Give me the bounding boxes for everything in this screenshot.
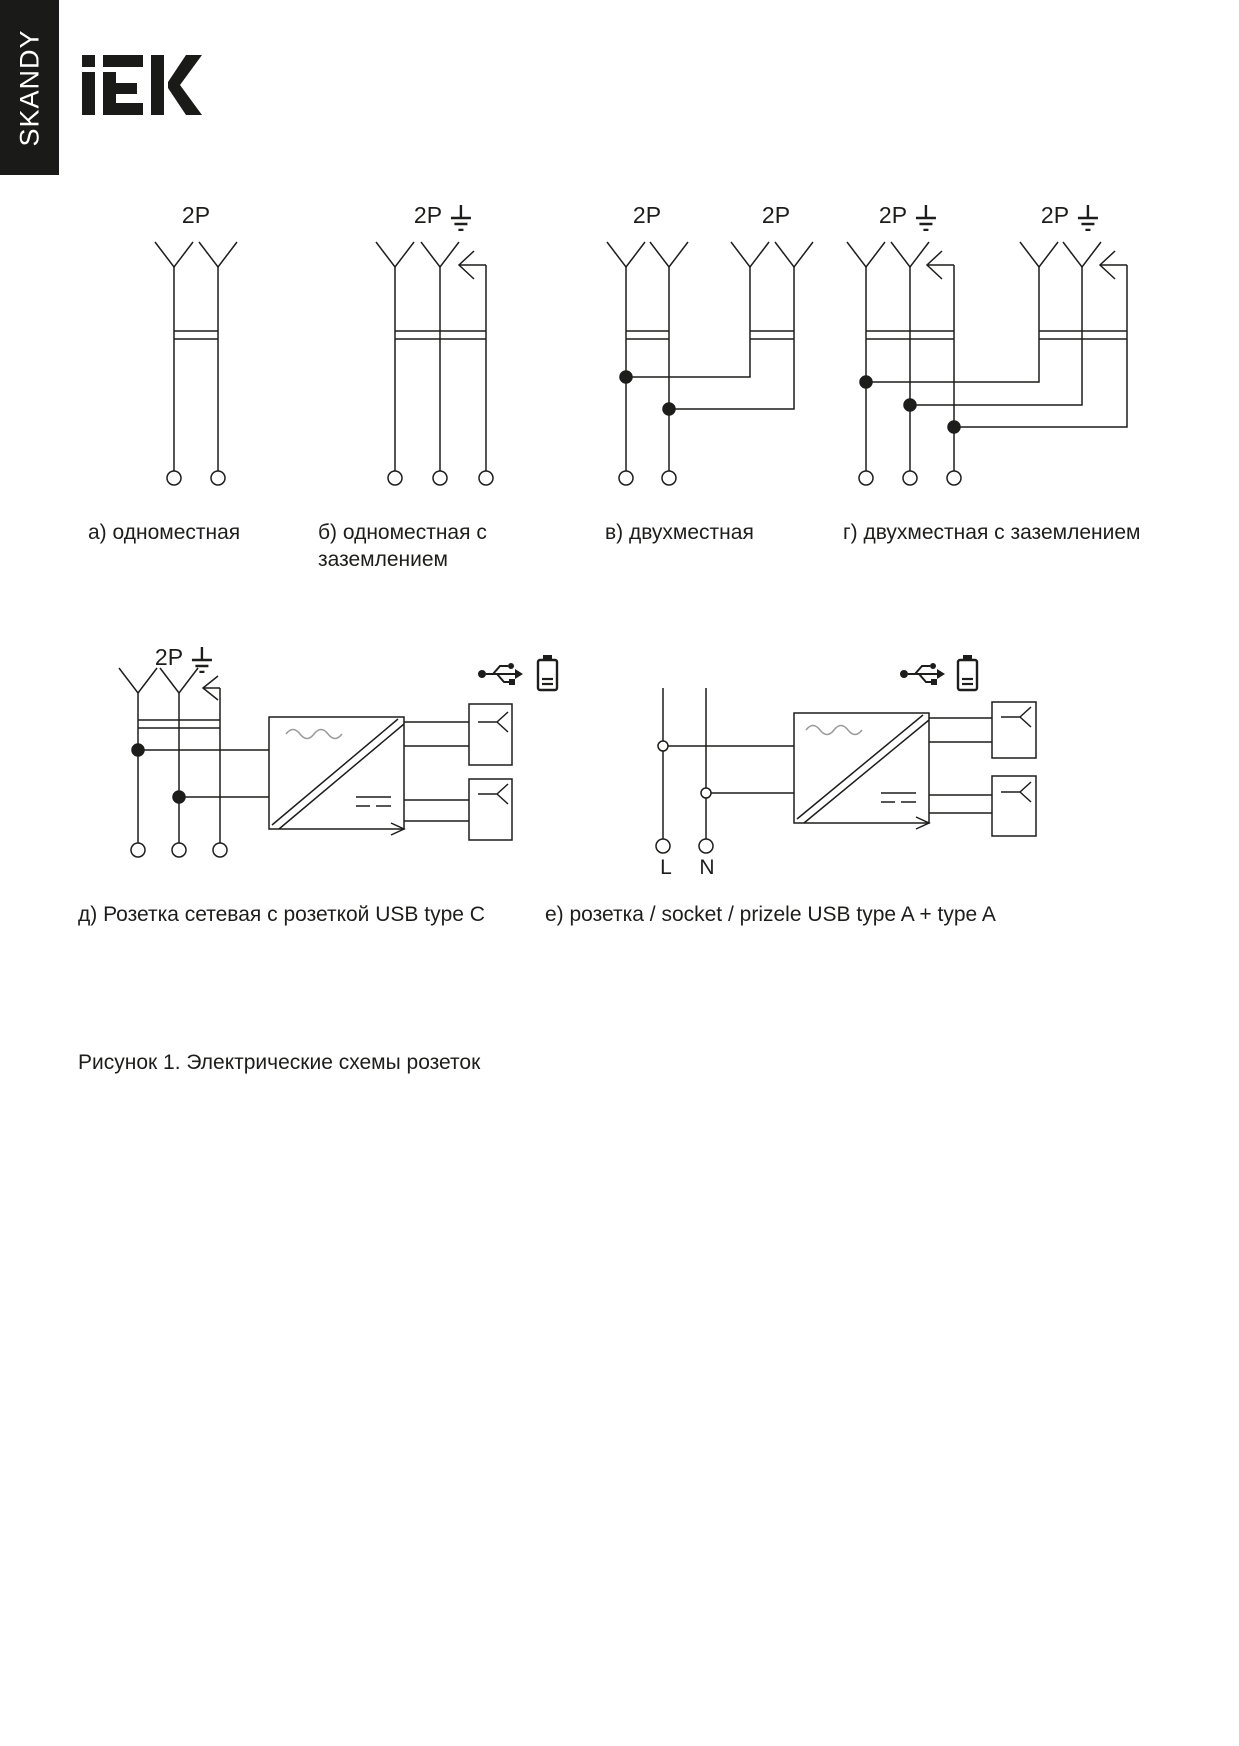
caption-b (318, 519, 487, 573)
pin-label-v1: 2P (632, 202, 662, 228)
pin-label-g1: 2P (879, 202, 937, 231)
usb-port-box-1 (469, 704, 512, 765)
ground-icon (915, 205, 937, 231)
battery-icon (538, 655, 557, 690)
ground-icon (191, 647, 213, 673)
caption-b-line2: заземлением (318, 548, 448, 571)
acdc-converter-box (269, 717, 404, 835)
acdc-converter-box (794, 713, 929, 829)
usb-port-box-1 (992, 702, 1036, 758)
series-tab-label: SKANDY (14, 28, 44, 147)
ground-icon (450, 205, 472, 231)
pin-label-a: 2P (181, 202, 211, 228)
diagram-e-schematic (656, 655, 1036, 853)
pin-label-d: 2P (155, 644, 213, 673)
diagram-v-schematic (607, 242, 813, 485)
caption-a: а) одноместная (88, 521, 241, 544)
usb-icon (478, 663, 523, 685)
pin-label-g2: 2P (1041, 202, 1099, 231)
caption-v: в) двухместная (605, 521, 754, 544)
pin-label-b: 2P (414, 202, 472, 231)
diagram-d-schematic (119, 655, 557, 857)
usb-port-box-2 (992, 776, 1036, 836)
usb-port-box-2 (469, 779, 512, 840)
ground-icon (1077, 205, 1099, 231)
caption-b-line1: б) одноместная с (318, 521, 487, 544)
diagram-b-schematic (376, 242, 493, 485)
caption-g: г) двухместная с заземлением (843, 521, 1141, 544)
caption-d: д) Розетка сетевая с розеткой USB type C (78, 903, 485, 926)
terminal-label-n: N (699, 856, 715, 879)
battery-icon (958, 655, 977, 690)
caption-e: е) розетка / socket / prizele USB type A + type A (545, 903, 996, 926)
usb-icon (900, 663, 945, 685)
pin-label-v2: 2P (761, 202, 791, 228)
figure-caption: Рисунок 1. Электрические схемы розеток (78, 1051, 481, 1074)
terminal-label-l: L (660, 856, 672, 879)
diagram-g-schematic (847, 242, 1127, 485)
diagram-a-schematic (155, 242, 237, 485)
